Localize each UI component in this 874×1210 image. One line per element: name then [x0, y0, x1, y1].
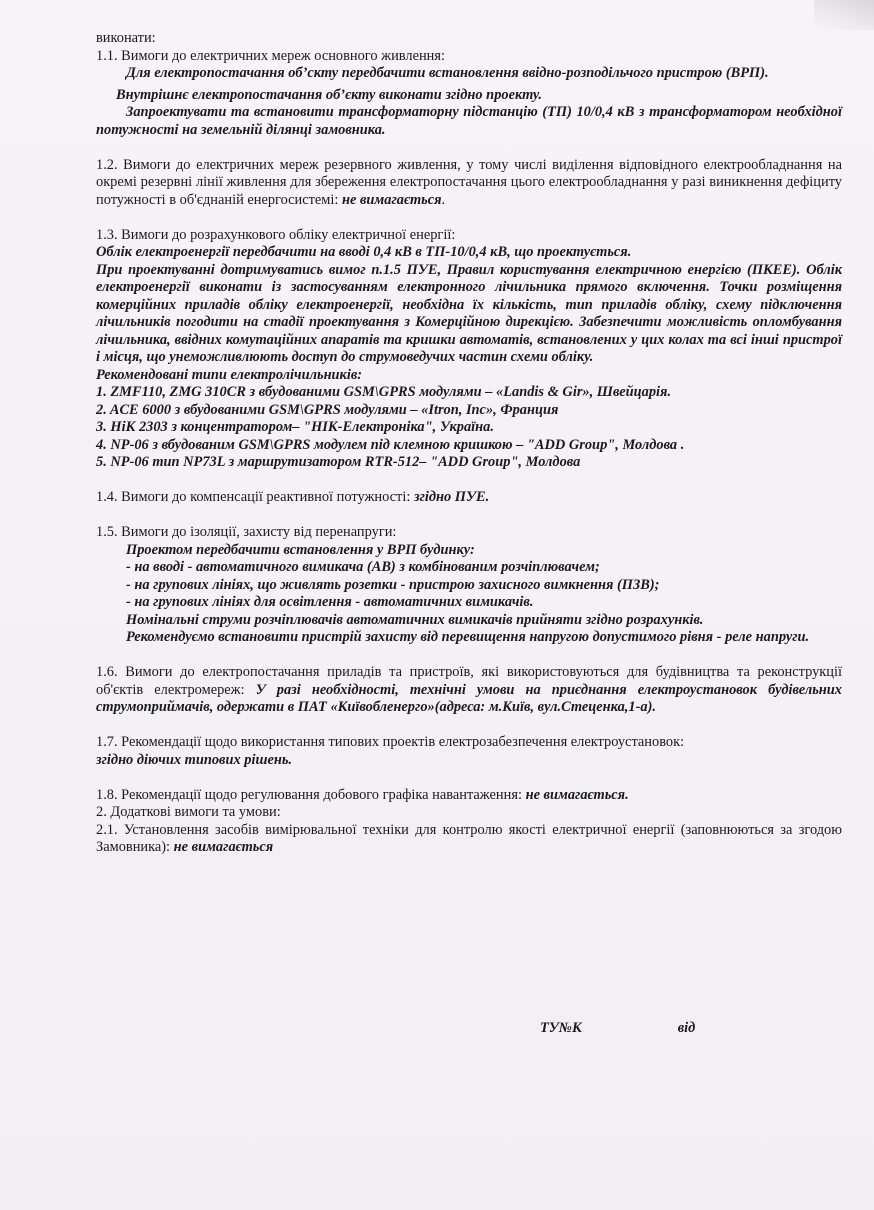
page-corner-shadow: [814, 0, 874, 30]
meter-item-4: 4. NP-06 з вбудованим GSM\GPRS модулем під клемною кришкою – "ADD Group", Молдова .: [96, 436, 685, 453]
section-1-8-value: не вимагається.: [525, 786, 629, 803]
section-1-6-text: 1.6. Вимоги до електропостачання приладів та пристроїв, які використовуються для будівництва та реконструкції об'єктів електромереж:: [96, 664, 842, 698]
section-1-5-item-2: - на вводі - автоматичного вимикача (АВ) з комбінованим розчіплювачем;: [126, 559, 600, 575]
spacer: [96, 769, 842, 787]
spacer: [96, 507, 842, 525]
section-1-7-value: згідно діючих типових рішень.: [96, 751, 293, 768]
meters-heading: Рекомендовані типи електролічильників:: [96, 366, 363, 383]
section-1-8: [96, 787, 842, 805]
section-1-7-text: 1.7. Рекомендації щодо використання типових проектів електрозабезпечення електроустановок:: [96, 734, 685, 750]
section-1-5-item-1: Проектом передбачити встановлення у ВРП будинку:: [126, 541, 475, 558]
section-1-6-value: У разі необхідності, технічні умови на приєднання електроустановок будівельних струмоприймачів, одержати в ПАТ «Київобленерго»(адреса: м.Київ, вул.Стеценка,1-а).: [96, 681, 842, 715]
document-body: [96, 30, 842, 857]
spacer: [96, 717, 842, 735]
tu-date-label: від: [677, 1020, 696, 1036]
section-2-1-text: 2.1. Установлення засобів вимірювальної техніки для контролю якості електричної енергії (заповнюються за згодою Замовника):: [96, 821, 842, 855]
section-1-6: [96, 664, 842, 717]
section-1-2-text: 1.2. Вимоги до електричних мереж резервного живлення, у тому числі виділення відповідного електрообладнання на окремі резервні лінії живлення для збереження електропостачання цього електрообладнання у разі виникнення дефіциту потужності в об'єднаній енергосистемі:: [96, 156, 842, 208]
section-1-5-item-5: Номінальні струми розчіплювачів автоматичних вимикачів прийняти згідно розрахунків.: [126, 611, 704, 628]
spacer: [96, 139, 842, 157]
meter-item-2: 2. ACE 6000 з вбудованими GSM\GPRS модулями – «Itron, Inc», Франция: [96, 401, 559, 418]
spacer: [96, 209, 842, 227]
section-1-1-paragraph-1: Для електропостачання об’скту передбачити встановлення ввідно-розподільчого пристрою (ВРП).: [126, 65, 769, 81]
tu-number-label: ТУ№К: [540, 1020, 582, 1036]
meter-item-3: 3. НіК 2303 з концентратором– "НІК-Електроніка", Україна.: [96, 419, 494, 435]
section-1-4-text: 1.4. Вимоги до компенсації реактивної потужності:: [96, 489, 411, 505]
section-2-1-value: не вимагається: [173, 839, 274, 855]
section-2-1: [96, 822, 842, 857]
spacer: [96, 472, 842, 490]
spacer: [96, 647, 842, 665]
section-1-1-heading: 1.1. Вимоги до електричних мереж основного живлення:: [96, 47, 445, 64]
section-1-2-value: не вимагається: [342, 191, 442, 208]
section-1-5-item-3: - на групових лініях, що живлять розетки - пристрою захисного вимкнення (ПЗВ);: [126, 576, 660, 593]
meter-item-1: 1. ZMF110, ZMG 310CR з вбудованими GSM\GPRS модулями – «Landis & Gir», Швейцарія.: [96, 384, 672, 400]
section-2-heading: 2. Додаткові вимоги та умови:: [96, 804, 281, 820]
section-1-3-heading: 1.3. Вимоги до розрахункового обліку електричної енергії:: [96, 226, 456, 243]
section-1-1-paragraph-3: Запроектувати та встановити трансформаторну підстанцію (ТП) 10/0,4 кВ з трансформатором необхідної потужності на земельній ділянці замовника.: [96, 104, 842, 138]
tu-footer: [540, 1020, 695, 1037]
meter-item-5: 5. NP-06 тип NP73L з маршрутизатором RTR-512– "ADD Group", Молдова: [96, 454, 581, 470]
intro-line: виконати:: [96, 30, 156, 46]
section-1-5-heading: 1.5. Вимоги до ізоляції, захисту від перенапруги:: [96, 524, 397, 540]
section-1-1-paragraph-2: Внутрішнє електропостачання об’єкту виконати згідно проекту.: [116, 86, 542, 103]
section-1-4: [96, 489, 842, 507]
section-1-3-paragraph-2: При проектуванні дотримуватись вимог п.1.5 ПУЕ, Правил користування електричною енергією (ПКЕЕ). Облік електроенергії виконати із застосуванням електронного лічильника прямого включення. Точки розміщення комерційних приладів обліку електроенергії, необхідна їх кількість, тип приладів обліку, схему підключення лічильників погодити на стадії проектування з Комерційною дирекцією. Забезпечити можливість опломбування лічильника, ввідних комутаційних апаратів та кришки автоматів, встановлених у цих колах та всі інші пристрої і місця, що унеможливлюють доступ до струмоведучих частин схеми обліку.: [96, 261, 842, 365]
section-1-8-text: 1.8. Рекомендації щодо регулювання добового графіка навантаження:: [96, 786, 522, 803]
section-1-5-item-4: - на групових лініях для освітлення - автоматичних вимикачів.: [126, 594, 534, 610]
section-1-3-paragraph-1: Облік електроенергії передбачити на вводі 0,4 кВ в ТП-10/0,4 кВ, що проектується.: [96, 244, 632, 260]
section-1-5-last: Рекомендуємо встановити пристрій захисту від перевищення напругою допустимого рівня - реле напруги.: [126, 629, 810, 645]
section-1-4-value: згідно ПУЕ.: [413, 489, 490, 505]
section-1-2: 1.2. Вимоги до електричних мереж резервного живлення, у тому числі виділення відповідного електрообладнання на окремі резервні лінії живлення для збереження електропостачання цього електрообладнання у разі виникнення дефіциту потужності в об'єднаній енергосистемі: не вимагається.: [96, 156, 842, 208]
